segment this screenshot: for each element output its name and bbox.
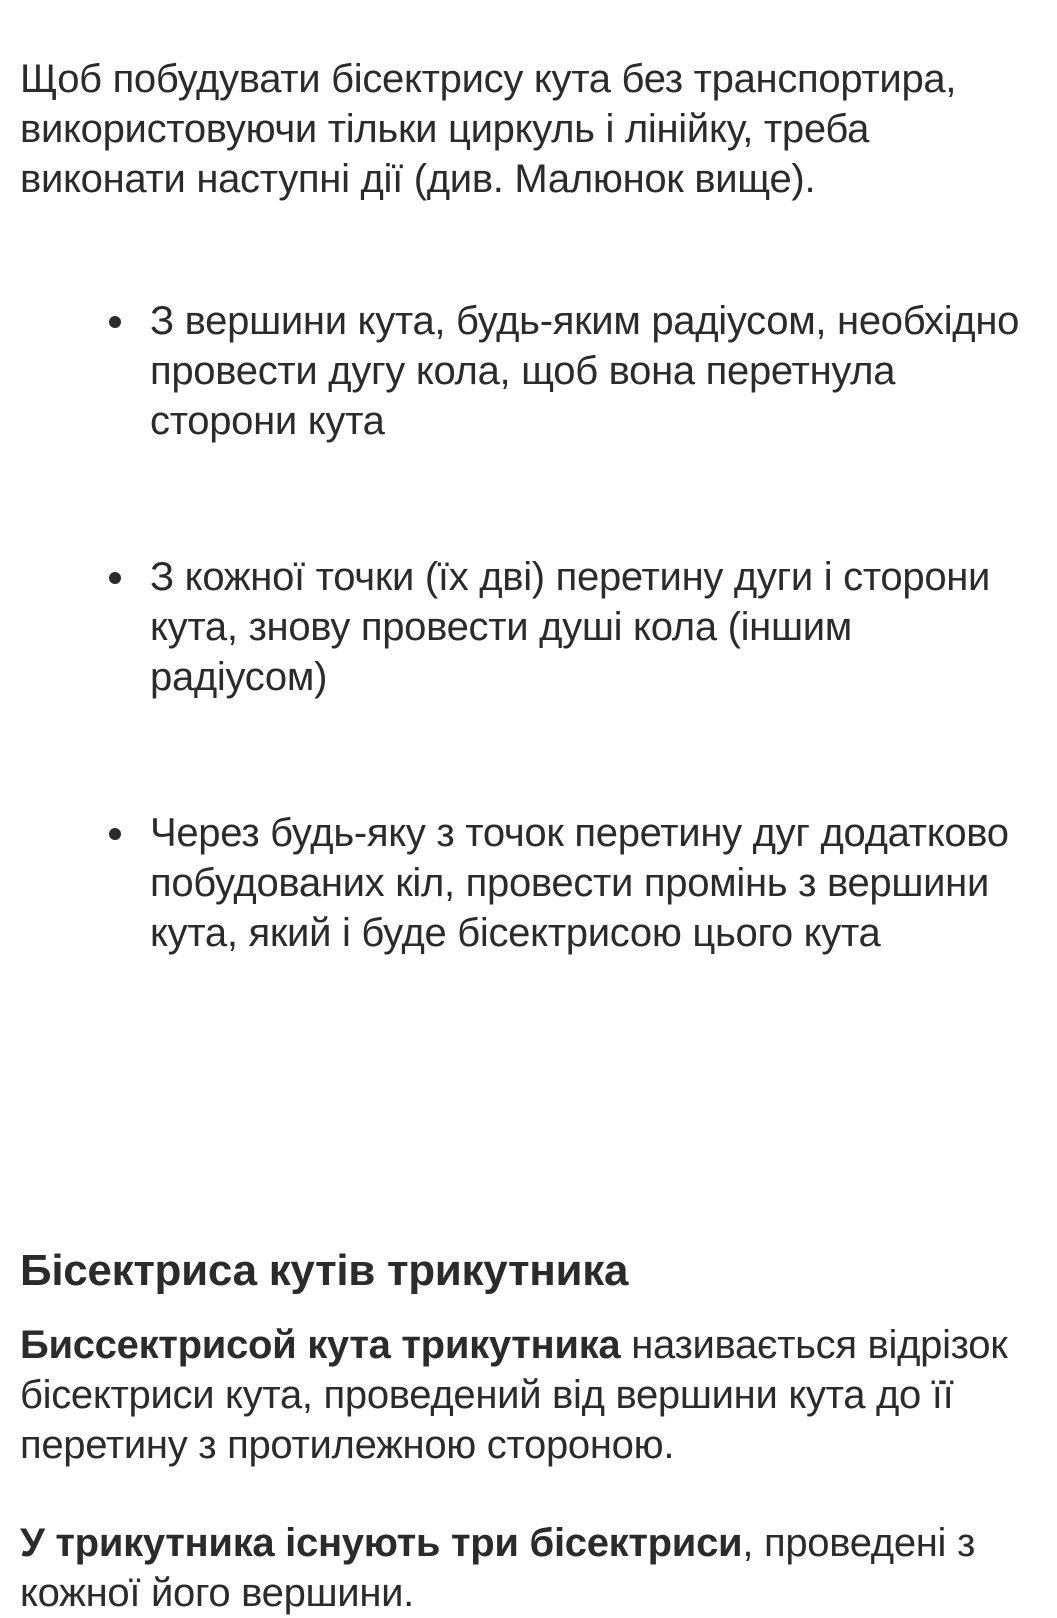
- bullet-dot-icon: [109, 316, 121, 328]
- definition-term: Биссектрисой кута трикутника: [20, 1323, 621, 1367]
- intro-paragraph: Щоб побудувати бісектрису кута без транспортира, використовуючи тільки циркуль і лінійку, треба виконати наступні дії (див. Малюнок вище).: [20, 57, 957, 201]
- fact-paragraph: [20, 1518, 1040, 1618]
- definition-text: називається відрізок бісектриси кута, проведений від вершини кута до її перетину з протилежною стороною.: [20, 1323, 1008, 1467]
- list-item: [150, 808, 1030, 958]
- list-item: [150, 296, 1030, 446]
- fact-text: , проведені з кожної його вершини.: [20, 1521, 975, 1615]
- step-text: Через будь-яку з точок перетину дуг додатково побудованих кіл, провести промінь з вершини кута, який і буде бісектрисою цього кута: [150, 811, 1009, 955]
- list-item: [150, 552, 1030, 702]
- step-text: З вершини кута, будь-яким радіусом, необхідно провести дугу кола, щоб вона перетнула сторони кута: [150, 299, 1020, 443]
- definition-paragraph: [20, 1320, 1040, 1470]
- bullet-dot-icon: [109, 572, 121, 584]
- step-text: З кожної точки (їх дві) перетину дуги і сторони кута, знову провести душі кола (іншим радіусом): [150, 555, 991, 699]
- section-heading: Бісектриса кутів трикутника: [20, 1246, 629, 1295]
- fact-emphasis: У трикутника існують три бісектриси: [20, 1521, 743, 1565]
- bullet-dot-icon: [109, 828, 121, 840]
